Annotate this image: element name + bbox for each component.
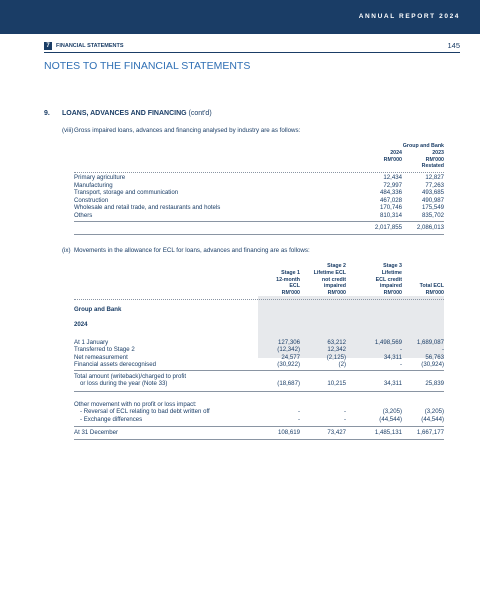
table1-row-2023: 12,827 [425,174,444,181]
table2-writeback-label-2: or loss during the year (Note 33) [80,380,168,388]
table2-subtotal-rule [74,370,444,371]
table1-caption-number: (viii) [62,127,74,134]
header-line: Stage 3 [383,263,402,270]
header-line: Stage 1 [281,270,300,276]
header-line: Lifetime [381,270,402,276]
cell-stage1: (18,687) [277,380,300,388]
section-number-badge: 7 [44,42,52,50]
cell-stage3: 34,311 [383,380,402,388]
table1-row-2023: 77,263 [425,181,444,189]
cell-stage2: 12,342 [327,346,346,354]
header-line: impaired [379,283,402,290]
cell-stage3: 1,498,569 [374,339,402,346]
header-line: RM'000 [281,289,300,296]
table1-total-rule-top [74,221,444,222]
cell-stage2: (2,125) [326,353,346,361]
cell-stage1: 127,306 [277,339,300,346]
table1-row-2024: 484,336 [379,189,402,196]
header-line: impaired [323,283,346,290]
annual-report-title: ANNUAL REPORT 2024 [358,13,460,20]
cell-total: (44,544) [421,415,444,423]
table1-row-2023: 175,549 [421,204,444,211]
header-line: Total ECL [419,283,444,290]
cell-stage2: - [343,408,346,416]
cell-stage1: 108,619 [277,428,300,436]
table1-caption-text: Gross impaired loans, advances and financing analysed by industry are as follows: [74,127,301,134]
cell-total: 56,763 [425,353,444,361]
cell-stage3: - [399,346,402,354]
table1-row-label: Transport, storage and communication [74,189,179,196]
table1-row-2024: 467,028 [379,196,402,204]
cell-total: (30,924) [421,360,444,368]
table1-col-2023-year: 2023 [432,150,444,156]
header-line: Lifetime ECL [313,270,346,276]
table1-row-label: Others [74,211,93,219]
header-line: not credit [321,276,346,283]
header-line: ECL [289,283,300,290]
cell-stage1: - [297,415,300,423]
table2-caption-text: Movements in the allowance for ECL for loans, advances and financing are as follows: [74,247,310,254]
cell-stage2: 73,427 [327,428,346,436]
header-rule [44,52,460,53]
header-line: Stage 2 [327,263,346,270]
cell-stage1: 24,577 [281,353,300,361]
table1-row-2023: 490,987 [421,196,444,204]
table1-row-2024: 12,434 [383,174,402,181]
cell-total: - [441,346,444,354]
table1-group-header: Group and Bank [402,143,444,149]
table1-row-2023: 835,702 [421,211,444,219]
table2-caption-number: (ix) [62,247,71,254]
table2-other-row-label: - Reversal of ECL relating to bad debt written off [80,408,210,416]
table2-closing-rule-top [74,426,444,427]
cell-stage1: (12,342) [277,346,300,354]
table2-writeback-label-1: Total amount (writeback)/charged to profit [74,373,187,380]
cell-stage3: - [399,360,402,368]
header-line: RM'000 [327,289,346,296]
table1-col-2023-unit: RM'000 [425,156,444,163]
table1-col-2024-unit: RM'000 [383,156,402,163]
cell-stage1: (30,922) [277,360,300,368]
cell-total: 1,667,177 [416,428,444,436]
table1-total-2023: 2,086,013 [416,224,444,231]
header-line: ECL credit [375,276,402,283]
table1-row-label: Primary agriculture [74,174,126,181]
table2-row-label: Financial assets derecognised [74,360,156,368]
header-line: RM'000 [383,289,402,296]
table1-caption [62,127,300,134]
table2-caption [62,247,310,254]
table2-writeback-rule [74,391,444,392]
cell-stage2: 63,212 [327,339,346,346]
table1-row-2023: 493,685 [421,189,444,196]
note-title-suffix: (cont'd) [188,110,212,117]
note-title-text: LOANS, ADVANCES AND FINANCING [62,110,187,117]
cell-stage1: - [297,408,300,416]
header-line: 12-month [276,276,300,283]
table1-header-divider [74,172,444,173]
table1-row-2024: 810,314 [379,211,402,219]
section-title: FINANCIAL STATEMENTS [56,43,124,49]
table1-col-2024-year: 2024 [390,150,402,156]
page-title: NOTES TO THE FINANCIAL STATEMENTS [44,60,251,72]
table2-group-label: Group and Bank [74,306,122,313]
table2-row-label: Transferred to Stage 2 [74,346,135,354]
cell-stage2: (2) [338,360,346,368]
table1-total-rule-bottom [74,234,444,235]
cell-stage3: (3,205) [382,408,402,416]
cell-total: 25,839 [425,380,444,388]
note-number: 9. [44,110,50,117]
table2-other-label: Other movement with no profit or loss impact: [74,401,197,408]
table2-header-divider [74,299,444,300]
table2-year-label: 2024 [74,321,88,328]
table1-row-label: Wholesale and retail trade, and restaurants and hotels [74,204,221,211]
cell-total: (3,205) [424,408,444,416]
cell-stage3: (44,544) [379,415,402,423]
table2-closing-rule-bottom [74,439,444,440]
cell-stage2: 10,215 [327,380,346,388]
cell-stage3: 1,485,131 [374,428,402,436]
cell-stage2: - [343,415,346,423]
table2-row-label: At 1 January [74,339,109,346]
page-number: 145 [447,41,460,50]
table2-other-row-label: - Exchange differences [80,415,143,423]
cell-stage3: 34,311 [383,353,402,361]
header-line: RM'000 [425,289,444,296]
cell-total: 1,689,087 [416,339,444,346]
table1-row-label: Construction [74,196,109,204]
table2-row-label: Net remeasurement [74,353,128,361]
note-title [62,110,212,117]
table1-total-2024: 2,017,855 [374,224,402,231]
table1-row-label: Manufacturing [74,181,113,189]
table1-row-2024: 170,746 [379,204,402,211]
table1-col-2023-note: Restated [421,163,444,169]
table1-row-2024: 72,997 [383,181,402,189]
table2-closing-label: At 31 December [74,428,119,436]
